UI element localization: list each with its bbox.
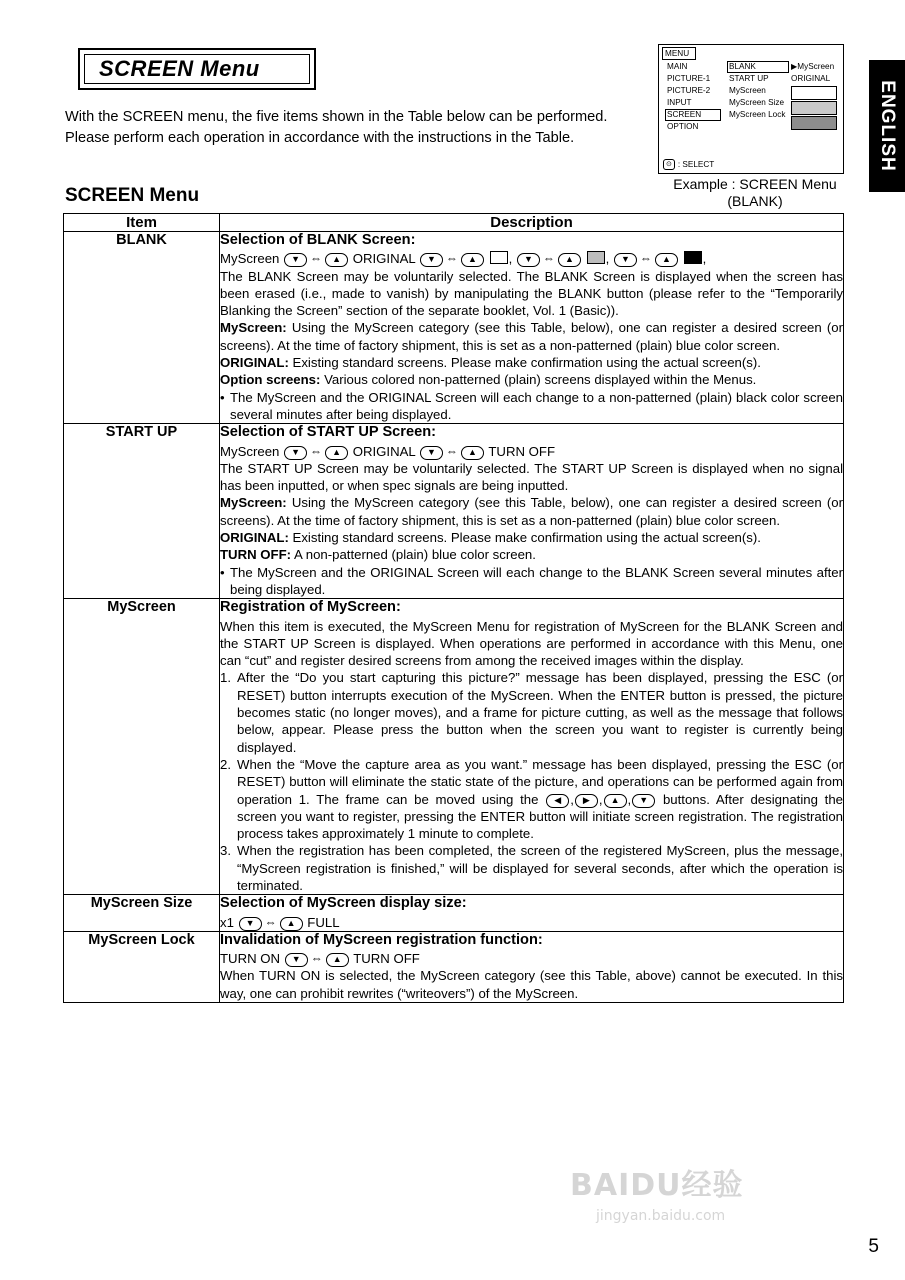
intro-line-1: With the SCREEN menu, the five items shown in the Table below can be performed. xyxy=(65,109,608,125)
down-key-icon: ▼ xyxy=(420,446,443,460)
blank-text-option: Various colored non-patterned (plain) screens displayed within the Menus. xyxy=(320,372,757,388)
startup-term-original: ORIGINAL: xyxy=(220,530,289,546)
startup-bullet xyxy=(220,564,843,599)
startup-heading: Selection of START UP Screen: xyxy=(220,424,436,441)
table-header-row xyxy=(64,214,844,232)
blank-bullet-text: The MyScreen and the ORIGINAL Screen will each change to a non-patterned (plain) black color screen several minutes after being displayed. xyxy=(230,389,843,422)
watermark xyxy=(570,1160,870,1224)
up-key-icon: ▲ xyxy=(325,446,348,460)
up-key-icon: ▲ xyxy=(461,446,484,460)
myscreen-lock-selector-turnon: TURN ON xyxy=(220,951,281,967)
bullet-dot-icon: • xyxy=(220,564,225,580)
myscreen-size-selector-full: FULL xyxy=(307,914,340,930)
startup-text-original: Existing standard screens. Please make confirmation using the actual screen(s). xyxy=(288,530,761,546)
up-key-icon: ▲ xyxy=(558,253,581,267)
osd-swatch-grey xyxy=(791,101,837,115)
blank-definition-option xyxy=(220,371,843,388)
myscreen-size-heading: Selection of MyScreen display size: xyxy=(220,895,467,912)
myscreen-paragraph-1: When this item is executed, the MyScreen Menu for registration of MyScreen for the BLANK Screen and the START UP Screen is displayed. When operations are performed in accordance with this Menu, one can “cut” and register desired screens from among the received images within the display. xyxy=(220,618,843,669)
myscreen-lock-selector-turnoff: TURN OFF xyxy=(353,951,420,967)
osd-right-row-myscreen xyxy=(791,61,841,73)
up-key-icon: ▲ xyxy=(604,794,627,808)
watermark-sub: jingyan.baidu.com xyxy=(596,1208,726,1224)
down-key-icon: ▼ xyxy=(632,794,655,808)
osd-example-graphic xyxy=(658,44,844,174)
page-title: SCREEN Menu xyxy=(99,56,260,81)
blank-paragraph-1: The BLANK Screen may be voluntarily selected. The BLANK Screen is displayed when the screen has been erased (i.e., made to vanish) by manipulating the BLANK button (please refer to the “Temporarily Blanking the Screen” section of the separate booklet, Vol. 1 (Basic)). xyxy=(220,268,843,319)
up-key-icon: ▲ xyxy=(280,917,303,931)
blank-term-myscreen: MyScreen: xyxy=(220,320,287,336)
table-row xyxy=(64,895,844,932)
down-key-icon: ▼ xyxy=(420,253,443,267)
row-desc-start-up xyxy=(220,424,844,599)
screen-menu-table xyxy=(63,213,844,1003)
option-screen-swatch-grey xyxy=(587,251,605,264)
osd-pointer-icon: ▶ xyxy=(791,62,798,71)
intro-paragraph xyxy=(65,107,655,149)
up-key-icon: ▲ xyxy=(655,253,678,267)
blank-heading: Selection of BLANK Screen: xyxy=(220,232,416,248)
table-row xyxy=(64,931,844,1002)
page-title-inner xyxy=(84,54,310,84)
myscreen-step-3 xyxy=(220,842,843,894)
osd-caption-line-2: (BLANK) xyxy=(727,193,783,209)
startup-selector-original: ORIGINAL xyxy=(352,443,416,459)
row-item-myscreen-size: MyScreen Size xyxy=(64,895,220,932)
option-screen-swatch-white xyxy=(490,251,508,264)
osd-left-item-screen-selected: SCREEN xyxy=(665,109,721,121)
row-desc-myscreen-lock xyxy=(220,931,844,1002)
osd-mid-column xyxy=(727,61,789,121)
blank-selector-line: MyScreen ▼ ⇔ ▲ ORIGINAL ▼ ⇔ ▲ , ▼ ⇔ ▲ , ▼ ⇔ ▲ , xyxy=(220,251,707,267)
myscreen-heading: Registration of MyScreen: xyxy=(220,599,401,616)
left-key-icon: ◀ xyxy=(546,794,569,808)
blank-term-original: ORIGINAL: xyxy=(220,355,289,371)
myscreen-steps xyxy=(220,669,843,894)
blank-selector-myscreen: MyScreen xyxy=(220,251,280,267)
startup-selector-turnoff: TURN OFF xyxy=(488,443,556,459)
osd-caption-line-1: Example : SCREEN Menu xyxy=(673,176,837,192)
myscreen-size-selector-line: x1 ▼ ⇔ ▲ FULL xyxy=(220,914,340,930)
osd-mid-item-startup: START UP xyxy=(729,74,769,83)
osd-swatch-white xyxy=(791,86,837,100)
osd-left-item-picture1: PICTURE-1 xyxy=(667,74,711,83)
up-key-icon: ▲ xyxy=(325,253,348,267)
myscreen-step-3-text: When the registration has been completed, the screen of the registered MyScreen, plus the message, “MyScreen registration is finished,” will be displayed for several seconds, after which the operation is terminated. xyxy=(237,843,843,893)
row-item-myscreen: MyScreen xyxy=(64,599,220,895)
down-key-icon: ▼ xyxy=(614,253,637,267)
blank-term-option: Option screens: xyxy=(220,372,321,388)
blank-definition-original xyxy=(220,354,843,371)
osd-knob-icon: ⊙ xyxy=(663,159,675,170)
row-item-myscreen-lock: MyScreen Lock xyxy=(64,931,220,1002)
osd-left-column xyxy=(665,61,721,133)
intro-line-2: Please perform each operation in accordance with the instructions in the Table. xyxy=(65,130,575,146)
myscreen-lock-heading: Invalidation of MyScreen registration function: xyxy=(220,931,543,948)
option-screen-swatch-black xyxy=(684,251,702,264)
osd-left-item-option: OPTION xyxy=(667,122,699,131)
down-key-icon: ▼ xyxy=(239,917,262,931)
osd-left-item-picture2: PICTURE-2 xyxy=(667,86,711,95)
up-key-icon: ▲ xyxy=(461,253,484,267)
page-title-box xyxy=(78,48,316,90)
language-tab-label: ENGLISH xyxy=(877,80,898,172)
step-number: 1. xyxy=(220,670,231,686)
down-key-icon: ▼ xyxy=(285,953,308,967)
startup-text-turnoff: A non-patterned (plain) blue color screen. xyxy=(291,547,536,563)
startup-text-myscreen: Using the MyScreen category (see this Table, below), one can register a desired screen (or screens). At the time of factory shipment, this is set as a non-patterned (plain) blue color screen. xyxy=(220,495,843,528)
osd-menu-label: MENU xyxy=(662,47,696,60)
osd-right-item-myscreen: MyScreen xyxy=(797,62,835,71)
osd-mid-item-myscreen-lock: MyScreen Lock xyxy=(729,110,786,119)
myscreen-step-2: 2. When the “Move the capture area as you want.” message has been displayed, pressing the ESC (or RESET) button will eliminate the static state of the picture, and operations can be performed again from operation 1. The frame can be moved using the ◀ , ▶ , ▲ , ▼ buttons. After designating the screen you want to register, pressing the ENTER button will initiate screen registration. The registration process takes approximately 1 minute to complete. xyxy=(220,756,844,842)
startup-selector-line: MyScreen ▼ ⇔ ▲ ORIGINAL ▼ ⇔ ▲ TURN OFF xyxy=(220,443,556,459)
osd-left-item-main: MAIN xyxy=(667,62,688,71)
blank-text-myscreen: Using the MyScreen category (see this Table, below), one can register a desired screen (or screens). At the time of factory shipment, this is set as a non-patterned (plain) blue color screen. xyxy=(220,320,843,353)
osd-mid-item-myscreen: MyScreen xyxy=(729,86,766,95)
osd-mid-item-blank-selected: BLANK xyxy=(727,61,789,73)
down-key-icon: ▼ xyxy=(284,446,307,460)
row-item-blank: BLANK xyxy=(64,232,220,424)
up-key-icon: ▲ xyxy=(326,953,349,967)
bullet-dot-icon: • xyxy=(220,389,225,405)
osd-swatch-dark xyxy=(791,116,837,130)
startup-paragraph-1: The START UP Screen may be voluntarily selected. The START UP Screen is displayed when no signal has been inputted, or when spec signals are being inputted. xyxy=(220,460,843,494)
osd-right-column xyxy=(791,61,841,130)
startup-bullet-text: The MyScreen and the ORIGINAL Screen will each change to the BLANK Screen several minutes after being displayed. xyxy=(230,564,843,597)
language-tab xyxy=(869,60,905,192)
down-key-icon: ▼ xyxy=(517,253,540,267)
osd-mid-item-myscreen-size: MyScreen Size xyxy=(729,98,785,107)
osd-select-label: : SELECT xyxy=(677,160,715,169)
right-key-icon: ▶ xyxy=(575,794,598,808)
row-desc-blank xyxy=(220,232,844,424)
osd-left-item-input: INPUT xyxy=(667,98,692,107)
watermark-main: BAIDU经验 xyxy=(570,1168,744,1203)
startup-definition-turnoff xyxy=(220,546,843,563)
myscreen-lock-selector-line: TURN ON ▼ ⇔ ▲ TURN OFF xyxy=(220,951,420,967)
startup-term-myscreen: MyScreen: xyxy=(220,495,287,511)
table-row xyxy=(64,599,844,895)
blank-bullet xyxy=(220,389,843,424)
row-desc-myscreen-size xyxy=(220,895,844,932)
myscreen-size-selector-x1: x1 xyxy=(220,914,234,930)
page-number: 5 xyxy=(868,1236,879,1257)
step-number: 2. xyxy=(220,756,231,772)
row-item-start-up: START UP xyxy=(64,424,220,599)
section-heading: SCREEN Menu xyxy=(65,185,200,206)
myscreen-step-1-text: After the “Do you start capturing this picture?” message has been displayed, pressing the ESC (or RESET) button interrupts execution of the MyScreen. When the ENTER button is pressed, the picture becomes static (no longer moves), and a frame for picture cutting, as well as the message that follows below, appear. Please press the button when the screen you want to register is currently being displayed. xyxy=(237,670,843,755)
blank-definition-myscreen xyxy=(220,319,843,354)
down-key-icon: ▼ xyxy=(284,253,307,267)
osd-right-item-original: ORIGINAL xyxy=(791,74,831,83)
myscreen-step-1 xyxy=(220,669,843,755)
column-header-description: Description xyxy=(220,214,844,232)
startup-selector-myscreen: MyScreen xyxy=(220,443,280,459)
myscreen-lock-paragraph-1: When TURN ON is selected, the MyScreen category (see this Table, above) cannot be executed. In this way, one can prohibit rewrites (“writeovers”) of the MyScreen. xyxy=(220,968,843,1001)
osd-footer xyxy=(663,159,714,170)
startup-definition-myscreen xyxy=(220,494,843,529)
blank-text-original: Existing standard screens. Please make confirmation using the actual screen(s). xyxy=(288,355,761,371)
step-number: 3. xyxy=(220,843,231,859)
row-desc-myscreen xyxy=(220,599,844,895)
table-row xyxy=(64,232,844,424)
column-header-item: Item xyxy=(64,214,220,232)
table-row xyxy=(64,424,844,599)
startup-term-turnoff: TURN OFF: xyxy=(220,547,292,563)
blank-selector-original: ORIGINAL xyxy=(352,251,416,267)
startup-definition-original xyxy=(220,529,843,546)
osd-caption xyxy=(640,176,870,210)
